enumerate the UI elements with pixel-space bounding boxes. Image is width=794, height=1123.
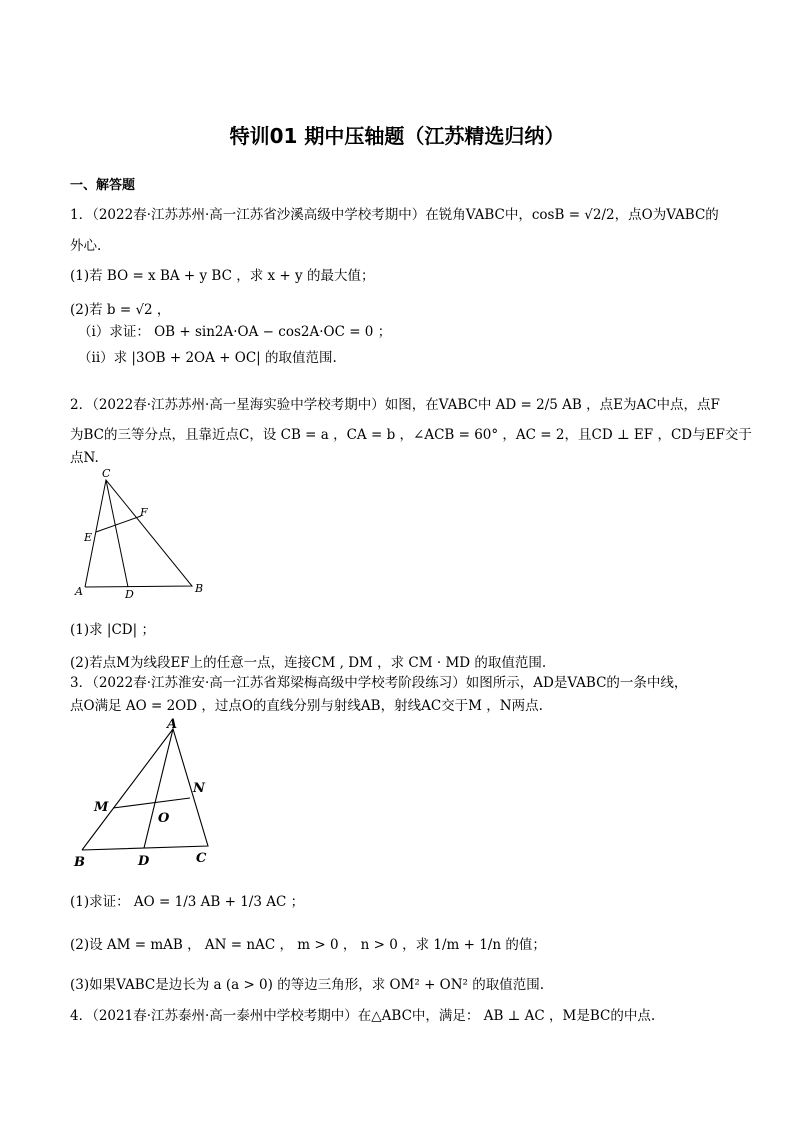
page-title: 特训01 期中压轴题（江苏精选归纳）: [229, 124, 565, 148]
section-heading: 一、解答题: [70, 178, 136, 193]
triangle-abc: [82, 729, 208, 850]
problem-1-line-2: 外心.: [70, 238, 102, 254]
label-e: E: [84, 531, 93, 544]
segment-cd: [106, 480, 128, 587]
problem-3-part-3: (3)如果VABC是边长为 a (a > 0) 的等边三角形，求 OM² + ON² 的取值范围.: [70, 977, 545, 993]
label-a: A: [167, 717, 178, 732]
problem-1-part-2-i: （i）求证： OB + sin2A·OA − cos2A·OC = 0 ；: [78, 324, 392, 340]
problem-1-line-1: 1．（2022春·江苏苏州·高一江苏省沙溪高级中学校考期中）在锐角VABC中，cosB = √2/2，点O为VABC的: [70, 207, 719, 223]
problem-3-part-1: (1)求证： AO = 1/3 AB + 1/3 AC ；: [70, 894, 305, 910]
problem-2-line-3: 点N.: [70, 450, 99, 466]
problem-3-line-1: 3．（2022春·江苏淮安·高一江苏省郑梁梅高级中学校考阶段练习）如图所示，AD是VABC的一条中线，: [70, 675, 688, 691]
problem-1-part-2-ii: （ii）求 |3OB + 2OA + OC| 的取值范围.: [78, 350, 337, 366]
triangle-abc: [85, 480, 192, 587]
problem-2-part-2: (2)若点M为线段EF上的任意一点，连接CM , DM ，求 CM · MD 的取值范围.: [70, 655, 547, 671]
segment-ad: [144, 729, 173, 848]
problem-1-part-1: (1)若 BO = x BA + y BC ，求 x + y 的最大值；: [70, 268, 375, 284]
problem-2-line-1: 2．（2022春·江苏苏州·高一星海实验中学校考期中）如图，在VABC中 AD = 2/5 AB ，点E为AC中点，点F: [70, 397, 720, 413]
problem-4-line-1: 4．（2021春·江苏泰州·高一泰州中学校考期中）在△ABC中，满足： AB ⊥ AC ，M是BC的中点.: [70, 1008, 656, 1024]
label-d: D: [138, 854, 150, 869]
label-c: C: [102, 467, 111, 480]
label-c: C: [196, 851, 207, 866]
label-m: M: [94, 800, 109, 815]
segment-ef: [96, 516, 141, 532]
problem-1-part-2: (2)若 b = √2 ，: [70, 302, 171, 318]
problem-3-figure: [70, 714, 220, 872]
label-n: N: [193, 781, 205, 796]
segment-mn: [113, 798, 190, 808]
problem-3-line-2: 点O满足 AO = 2OD ，过点O的直线分别与射线AB，射线AC交于M ，N两点.: [70, 698, 543, 714]
problem-2-part-1: (1)求 |CD| ；: [70, 622, 155, 638]
label-b: B: [195, 582, 204, 595]
label-d: D: [125, 588, 134, 601]
label-a: A: [75, 585, 83, 598]
label-o: O: [158, 811, 170, 826]
problem-3-part-2: (2)设 AM = mAB ， AN = nAC ， m > 0 ， n > 0 ，求 1/m + 1/n 的值；: [70, 937, 546, 953]
label-f: F: [140, 506, 148, 519]
problem-2-line-2: 为BC的三等分点，且靠近点C，设 CB = a ，CA = b ，∠ACB = 60° ，AC = 2，且CD ⊥ EF ，CD与EF交于: [70, 427, 752, 443]
problem-2-figure: [70, 466, 210, 601]
label-b: B: [74, 855, 85, 870]
